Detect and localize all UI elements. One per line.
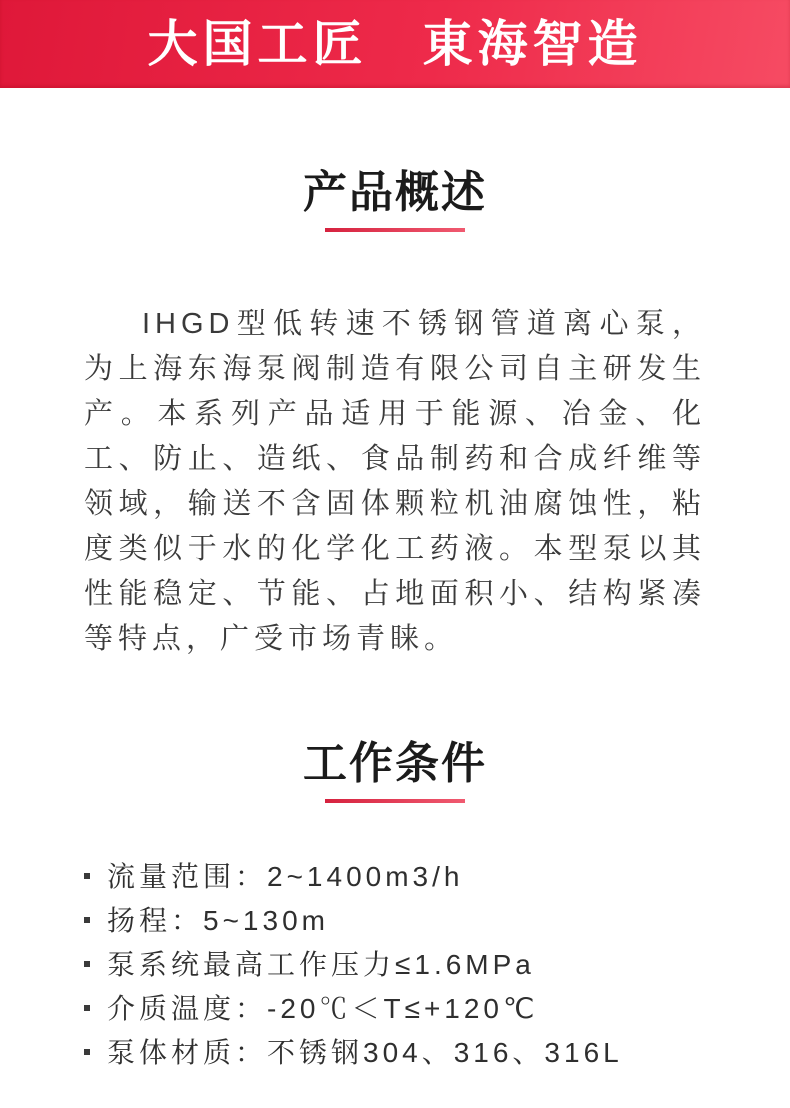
overview-section — [0, 168, 790, 662]
spec-item-head — [84, 897, 730, 941]
overview-paragraph: IHGD型低转速不锈钢管道离心泵，为上海东海泵阀制造有限公司自主研发生产。本系列产品适用于能源、冶金、化工、防止、造纸、食品制药和合成纤维等领域，输送不含固体颗粒机油腐蚀性，粘度类似于水的化学化工药液。本型泵以其性能稳定、节能、占地面积小、结构紧凑等特点，广受市场青睐。 — [84, 308, 706, 655]
conditions-section-title: 工作条件 — [303, 739, 487, 788]
banner-title: 大国工匠 東海智造 — [147, 16, 643, 72]
bullet-icon — [84, 961, 90, 967]
bullet-icon — [84, 1005, 90, 1011]
bullet-icon — [84, 873, 90, 879]
overview-title-underline — [325, 228, 465, 232]
spec-item-max-pressure — [84, 941, 730, 985]
top-banner — [0, 0, 790, 88]
spec-list — [84, 853, 730, 1073]
overview-section-title: 产品概述 — [303, 168, 487, 217]
spec-item-label: 介质温度：-20℃＜T≤+120℃ — [107, 993, 539, 1024]
spec-item-label: 泵体材质：不锈钢304、316、316L — [107, 1037, 623, 1068]
conditions-title-underline — [325, 799, 465, 803]
spec-item-flow-range — [84, 853, 730, 897]
bullet-icon — [84, 917, 90, 923]
conditions-section — [0, 739, 790, 1073]
spec-item-pump-material — [84, 1029, 730, 1073]
bullet-icon — [84, 1049, 90, 1055]
spec-item-label: 扬程：5~130m — [107, 905, 329, 936]
spec-item-label: 流量范围：2~1400m3/h — [107, 861, 464, 892]
spec-item-label: 泵系统最高工作压力≤1.6MPa — [107, 949, 535, 980]
spec-item-medium-temperature — [84, 985, 730, 1029]
